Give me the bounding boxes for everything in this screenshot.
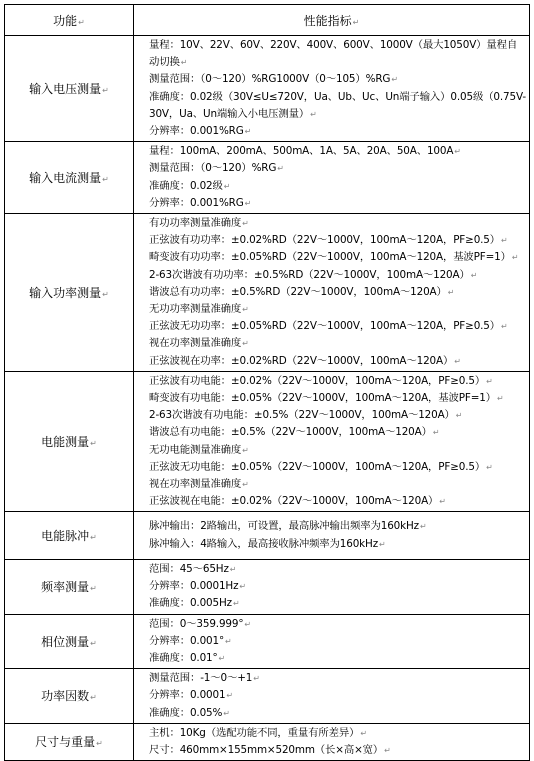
row-spec — [134, 669, 530, 724]
paragraph-mark-icon: ↵ — [229, 564, 237, 574]
spec-line — [149, 687, 526, 704]
row-label-text: 相位测量 — [41, 634, 90, 649]
row-label — [5, 723, 134, 760]
paragraph-mark-icon: ↵ — [419, 522, 427, 532]
row-spec — [134, 559, 530, 614]
table-row — [5, 371, 530, 512]
spec-line — [149, 232, 526, 249]
paragraph-mark-icon: ↵ — [242, 219, 249, 229]
spec-text: 正弦波视在功率：±0.02%RD（22V～1000V，100mA～120A） — [149, 354, 454, 367]
row-label-text: 频率测量 — [41, 580, 90, 595]
paragraph-mark-icon: ↵ — [360, 728, 367, 738]
paragraph-mark-icon: ↵ — [455, 411, 463, 421]
spec-text: 脉冲输入：4路输入，最高接收脉冲频率为160kHz — [149, 537, 379, 550]
paragraph-mark-icon: ↵ — [454, 147, 461, 157]
spec-line — [149, 89, 526, 123]
spec-line — [149, 267, 526, 284]
spec-line — [149, 705, 526, 722]
row-label — [5, 614, 134, 669]
paragraph-mark-icon: ↵ — [432, 428, 440, 438]
spec-text: 正弦波无功电能：±0.05%（22V～1000V，100mA～120A，PF≥0.5） — [149, 460, 486, 473]
spec-text: 范围：45～65Hz — [149, 562, 229, 575]
spec-text: 谐波总有功功率：±0.5%RD（22V～1000V，100mA～120A） — [149, 285, 447, 298]
spec-text: 准确度：0.01° — [149, 651, 218, 664]
paragraph-mark-icon: ↵ — [239, 582, 246, 592]
spec-line — [149, 215, 526, 232]
spec-text: 主机：10Kg（选配功能不同，重量有所差异） — [149, 726, 360, 739]
spec-line — [149, 518, 526, 535]
row-label — [5, 669, 134, 724]
paragraph-mark-icon: ↵ — [501, 322, 508, 332]
spec-line — [149, 353, 526, 370]
row-label-text: 输入电流测量 — [29, 171, 102, 186]
table-row — [5, 214, 530, 372]
paragraph-mark-icon: ↵ — [223, 181, 231, 191]
paragraph-mark-icon: ↵ — [102, 175, 109, 185]
spec-text: 量程：100mA、200mA、500mA、1A、5A、20A、50A、100A — [149, 145, 454, 158]
paragraph-mark-icon: ↵ — [447, 287, 455, 297]
paragraph-mark-icon: ↵ — [90, 638, 97, 648]
row-label — [5, 36, 134, 142]
table-row — [5, 512, 530, 559]
table-row — [5, 142, 530, 214]
paragraph-mark-icon: ↵ — [496, 394, 504, 404]
spec-line — [149, 670, 526, 687]
spec-line — [149, 37, 526, 71]
paragraph-mark-icon: ↵ — [511, 253, 519, 263]
row-spec — [134, 371, 530, 512]
spec-text: 量程：10V、22V、60V、220V、400V、600V、1000V（最大1050V）量程自动切换 — [149, 39, 518, 69]
row-label-text: 功率因数 — [41, 689, 90, 704]
spec-text: 准确度：0.005Hz — [149, 597, 232, 610]
paragraph-mark-icon: ↵ — [232, 599, 240, 609]
paragraph-mark-icon: ↵ — [180, 58, 188, 68]
spec-text: 正弦波视在电能：±0.02%（22V～1000V，100mA～120A） — [149, 495, 439, 508]
spec-text: 尺寸：460mm×155mm×520mm（长×高×宽） — [149, 743, 384, 756]
spec-line — [149, 725, 526, 742]
paragraph-mark-icon: ↵ — [244, 127, 252, 137]
spec-text: 测量范围：（0～120）%RG1000V（0～105）%RG — [149, 73, 391, 86]
row-spec — [134, 142, 530, 214]
spec-line — [149, 284, 526, 301]
paragraph-mark-icon: ↵ — [90, 439, 97, 449]
table-row — [5, 559, 530, 614]
spec-line — [149, 633, 526, 650]
paragraph-mark-icon: ↵ — [310, 109, 317, 119]
row-spec — [134, 614, 530, 669]
paragraph-mark-icon: ↵ — [277, 164, 284, 174]
row-label — [5, 371, 134, 512]
spec-line — [149, 616, 526, 633]
spec-text: 测量范围：（0～120）%RG — [149, 162, 277, 175]
paragraph-mark-icon: ↵ — [454, 356, 461, 366]
paragraph-mark-icon: ↵ — [218, 653, 226, 663]
spec-line — [149, 742, 526, 759]
row-label-text: 尺寸与重量 — [35, 735, 96, 750]
row-label-text: 输入功率测量 — [29, 285, 102, 300]
spec-text: 准确度：0.05% — [149, 706, 223, 719]
paragraph-mark-icon: ↵ — [225, 636, 232, 646]
spec-line — [149, 578, 526, 595]
spec-line — [149, 390, 526, 407]
spec-text: 分辨率：0.0001Hz — [149, 580, 239, 593]
spec-line — [149, 123, 526, 140]
spec-text: 测量范围：-1～0～+1 — [149, 672, 253, 685]
paragraph-mark-icon: ↵ — [486, 376, 493, 386]
paragraph-mark-icon: ↵ — [102, 289, 109, 299]
spec-line — [149, 595, 526, 612]
paragraph-mark-icon: ↵ — [242, 339, 249, 349]
spec-line — [149, 195, 526, 212]
row-label — [5, 559, 134, 614]
spec-line — [149, 71, 526, 88]
paragraph-mark-icon: ↵ — [470, 270, 478, 280]
spec-text: 准确度：0.02级 — [149, 179, 223, 192]
spec-text: 正弦波有功电能：±0.02%（22V～1000V，100mA～120A，PF≥0.5） — [149, 374, 486, 387]
row-label — [5, 142, 134, 214]
paragraph-mark-icon: ↵ — [223, 708, 230, 718]
spec-text: 范围：0～359.999° — [149, 617, 244, 630]
paragraph-mark-icon: ↵ — [486, 462, 493, 472]
spec-text: 有功功率测量准确度 — [149, 217, 242, 230]
spec-text: 分辨率：0.001%RG — [149, 125, 244, 138]
spec-line — [149, 249, 526, 266]
spec-text: 视在功率测量准确度 — [149, 478, 242, 491]
spec-text: 分辨率：0.001° — [149, 634, 225, 647]
row-spec — [134, 36, 530, 142]
paragraph-mark-icon: ↵ — [253, 674, 260, 684]
header-function — [5, 5, 134, 36]
spec-line — [149, 493, 526, 510]
paragraph-mark-icon: ↵ — [384, 745, 391, 755]
paragraph-mark-icon: ↵ — [244, 198, 252, 208]
paragraph-mark-icon: ↵ — [352, 17, 360, 27]
spec-line — [149, 143, 526, 160]
spec-line — [149, 476, 526, 493]
row-label-text: 电能脉冲 — [41, 529, 90, 544]
paragraph-mark-icon: ↵ — [501, 236, 508, 246]
paragraph-mark-icon: ↵ — [90, 693, 97, 703]
row-spec — [134, 723, 530, 760]
spec-line — [149, 650, 526, 667]
paragraph-mark-icon: ↵ — [242, 305, 249, 315]
spec-line — [149, 301, 526, 318]
spec-text: 分辨率：0.001%RG — [149, 196, 244, 209]
table-row — [5, 614, 530, 669]
spec-line — [149, 561, 526, 578]
row-label — [5, 512, 134, 559]
paragraph-mark-icon: ↵ — [242, 480, 249, 490]
spec-text: 2-63次谐波有功电能：±0.5%（22V～1000V，100mA～120A） — [149, 409, 455, 422]
spec-text: 准确度：0.02级（30V≤U≤720V，Ua、Ub、Uc、Un端子输入）0.05级（0.75V-30V，Ua、Un端输入小电压测量） — [149, 90, 526, 120]
spec-text: 正弦波有功功率：±0.02%RD（22V～1000V，100mA～120A，PF≥0.5） — [149, 234, 501, 247]
row-label-text: 电能测量 — [41, 435, 90, 450]
paragraph-mark-icon: ↵ — [96, 739, 103, 749]
spec-text: 无功功率测量准确度 — [149, 303, 242, 316]
spec-text: 2-63次谐波有功功率：±0.5%RD（22V～1000V，100mA～120A） — [149, 268, 470, 281]
spec-text: 脉冲输出：2路输出，可设置，最高脉冲输出频率为160kHz — [149, 520, 419, 533]
table-row — [5, 669, 530, 724]
paragraph-mark-icon: ↵ — [242, 445, 249, 455]
spec-line — [149, 424, 526, 441]
spec-line — [149, 407, 526, 424]
header-performance-text: 性能指标 — [303, 13, 352, 28]
paragraph-mark-icon: ↵ — [244, 619, 251, 629]
spec-text: 分辨率：0.0001 — [149, 689, 226, 702]
spec-line — [149, 459, 526, 476]
paragraph-mark-icon: ↵ — [102, 86, 109, 96]
spec-table — [4, 4, 530, 761]
paragraph-mark-icon: ↵ — [90, 584, 97, 594]
header-function-text: 功能 — [53, 13, 78, 28]
spec-line — [149, 178, 526, 195]
spec-text: 视在功率测量准确度 — [149, 337, 242, 350]
table-header-row — [5, 5, 530, 36]
row-label — [5, 214, 134, 372]
spec-line — [149, 335, 526, 352]
row-label-text: 输入电压测量 — [29, 82, 102, 97]
spec-line — [149, 442, 526, 459]
table-row — [5, 36, 530, 142]
spec-line — [149, 160, 526, 177]
spec-text: 谐波总有功电能：±0.5%（22V～1000V，100mA～120A） — [149, 426, 432, 439]
spec-text: 畸变波有功电能：±0.05%（22V～1000V，100mA～120A，基波PF=1） — [149, 392, 496, 405]
table-row — [5, 723, 530, 760]
paragraph-mark-icon: ↵ — [226, 691, 233, 701]
paragraph-mark-icon: ↵ — [90, 533, 97, 543]
row-spec — [134, 512, 530, 559]
spec-text: 无功电能测量准确度 — [149, 443, 242, 456]
row-spec — [134, 214, 530, 372]
header-performance — [134, 5, 530, 36]
spec-line — [149, 536, 526, 553]
paragraph-mark-icon: ↵ — [78, 17, 85, 27]
spec-text: 正弦波无功功率：±0.05%RD（22V～1000V，100mA～120A，PF≥0.5） — [149, 320, 501, 333]
paragraph-mark-icon: ↵ — [391, 75, 398, 85]
paragraph-mark-icon: ↵ — [439, 497, 446, 507]
spec-text: 畸变波有功功率：±0.05%RD（22V～1000V，100mA～120A，基波PF=1） — [149, 251, 511, 264]
paragraph-mark-icon: ↵ — [379, 539, 386, 549]
spec-line — [149, 373, 526, 390]
spec-line — [149, 318, 526, 335]
